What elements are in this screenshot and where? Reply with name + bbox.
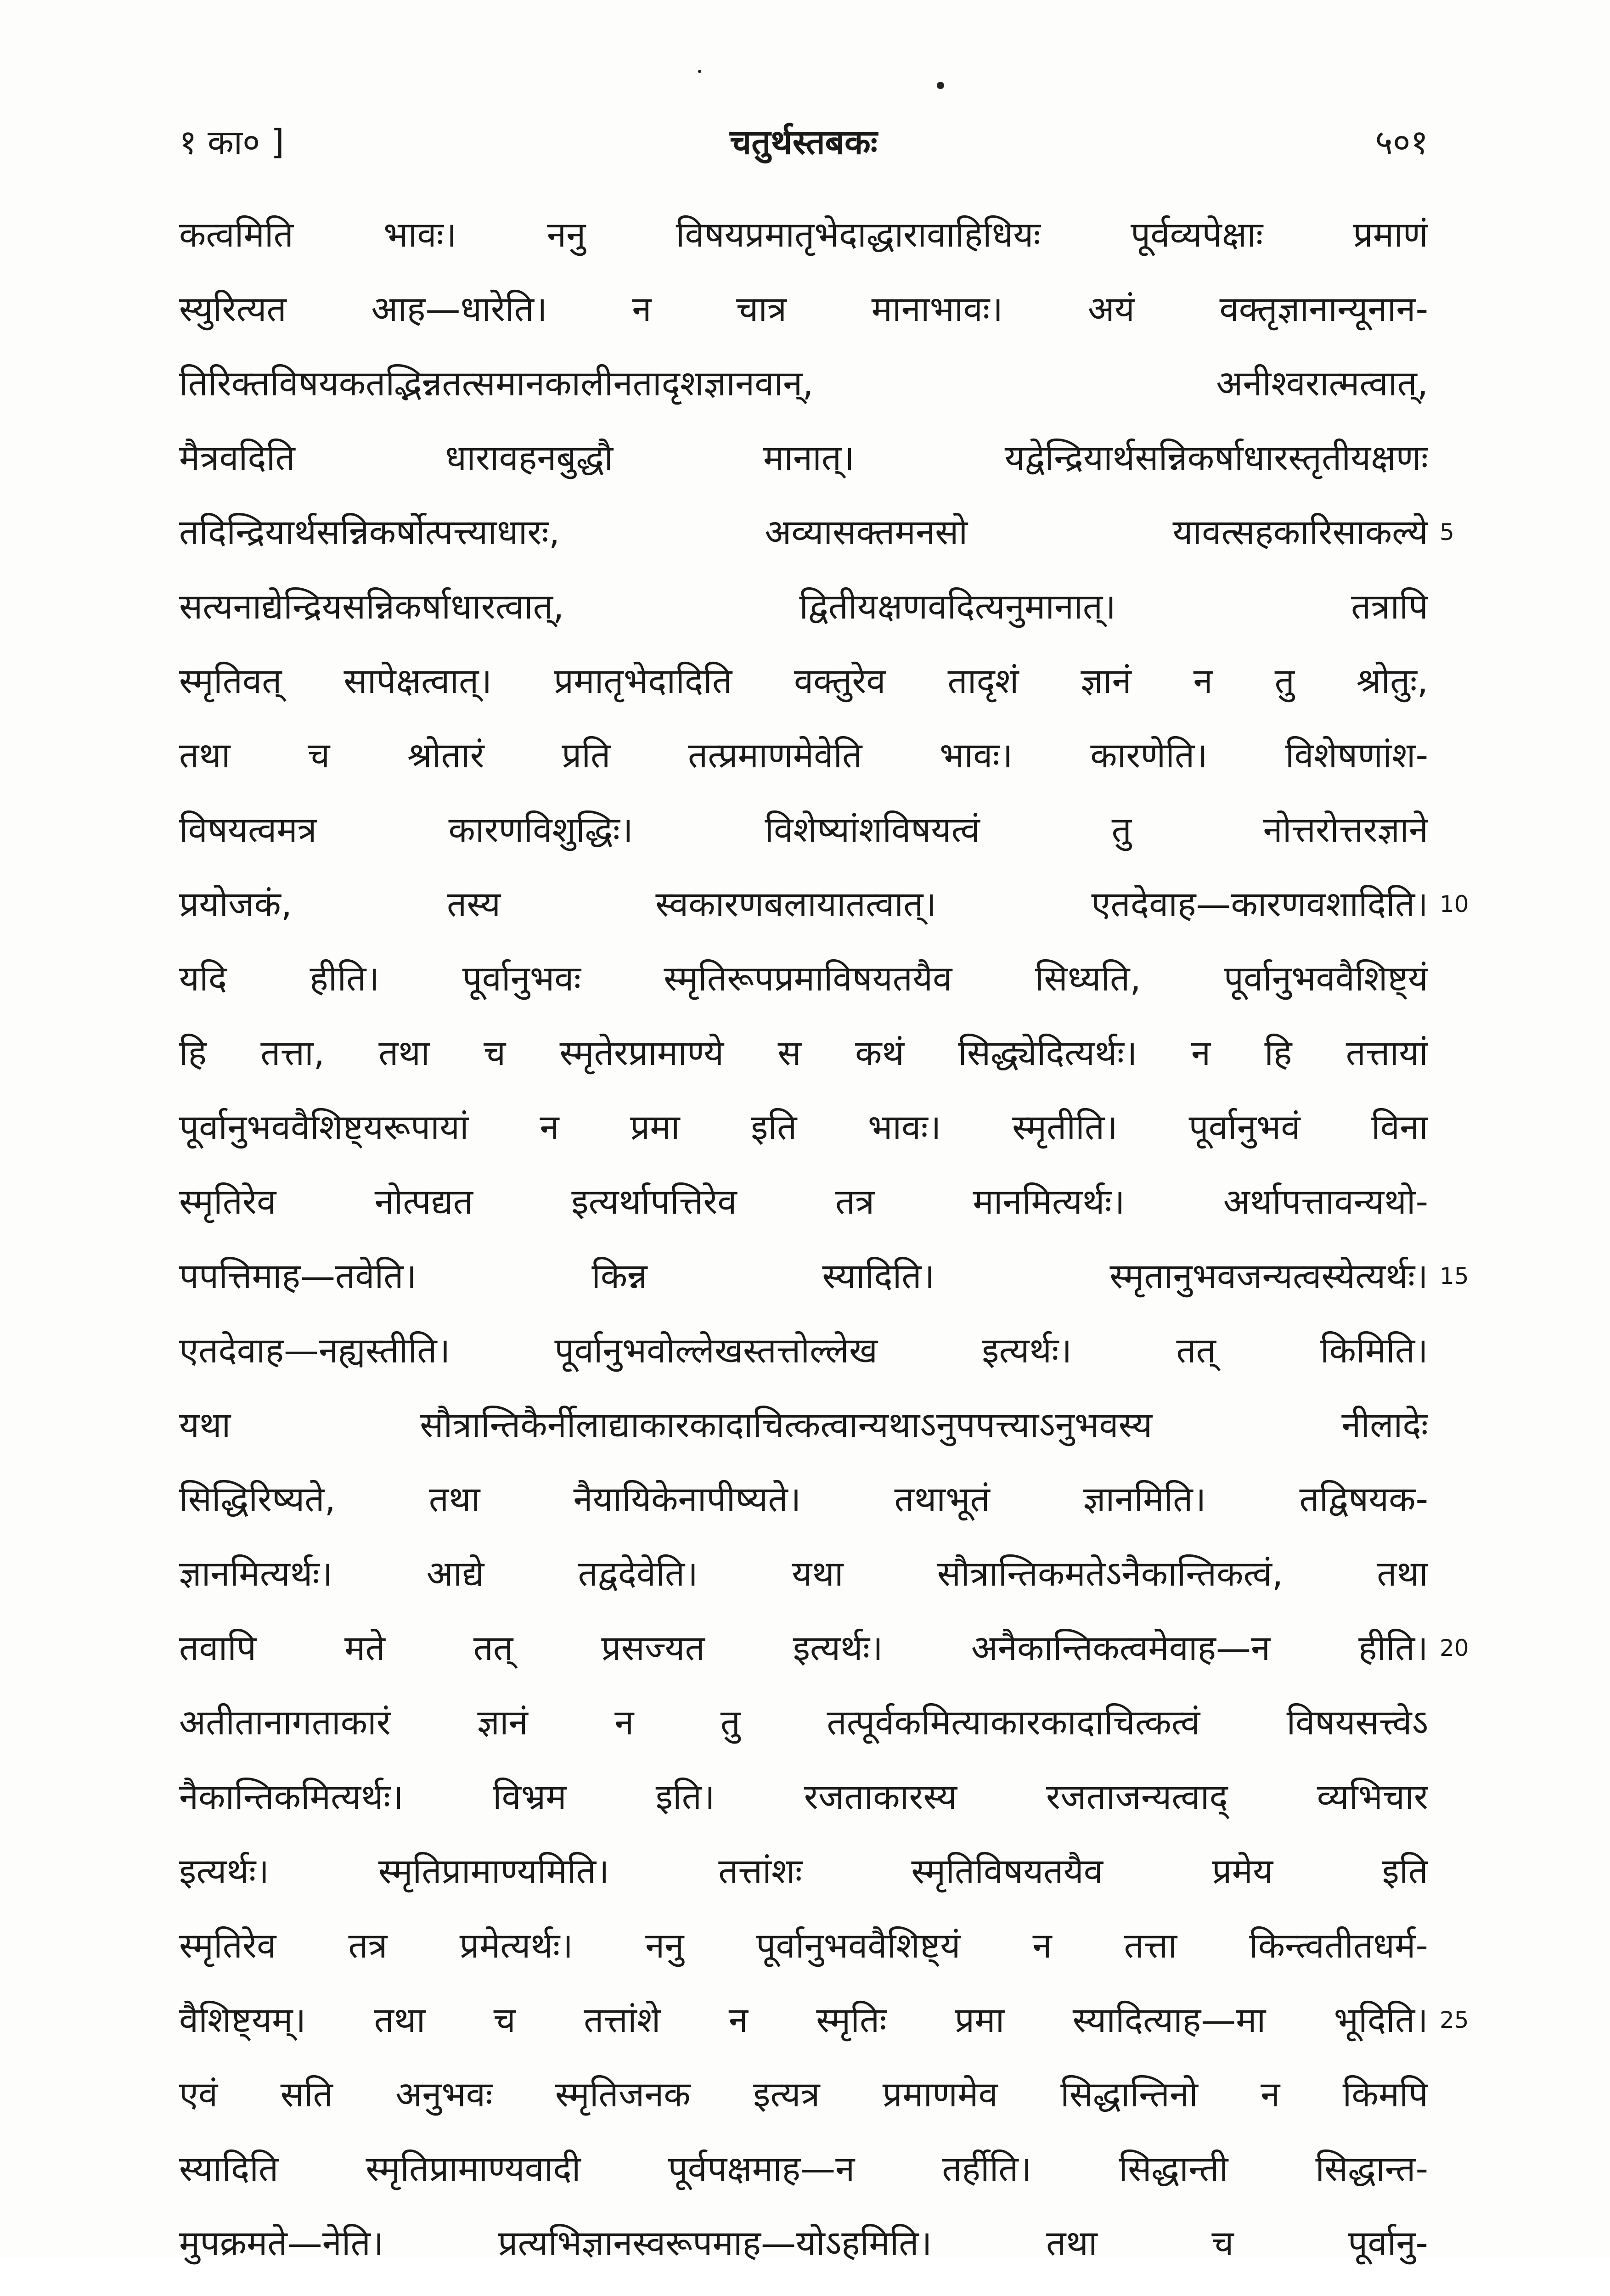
page-header — [179, 115, 1428, 170]
margin-line-number: 10 — [1440, 891, 1469, 917]
header-page-number: ५०१ — [1375, 123, 1428, 162]
text-line: पूर्वानुभववैशिष्ट्यरूपायां न प्रमा इति भावः। स्मृतीति। पूर्वानुभवं विना — [179, 1107, 1428, 1148]
text-line: इत्यर्थः। स्मृतिप्रामाण्यमिति। तत्तांशः स्मृतिविषयतयैव प्रमेय इति — [179, 1851, 1428, 1891]
text-line: सिद्धिरिष्यते, तथा नैयायिकेनापीष्यते। तथाभूतं ज्ञानमिति। तद्विषयक- — [179, 1479, 1428, 1519]
text-line: प्रयोजकं, तस्य स्वकारणबलायातत्वात्। एतदेवाह—कारणवशादिति। — [179, 884, 1428, 924]
text-line: पपत्तिमाह—तवेति। किन्न स्यादिति। स्मृतानुभवजन्यत्वस्येत्यर्थः। — [179, 1255, 1428, 1296]
text-line: एवं सति अनुभवः स्मृतिजनक इत्यत्र प्रमाणमेव सिद्धान्तिनो न किमपि — [179, 2074, 1428, 2115]
text-line: ज्ञानमित्यर्थः। आद्ये तद्वदेवेति। यथा सौत्रान्तिकमतेऽनैकान्तिकत्वं, तथा — [179, 1553, 1428, 1594]
text-line: यदि हीति। पूर्वानुभवः स्मृतिरूपप्रमाविषयतयैव सिध्यति, पूर्वानुभववैशिष्ट्यं — [179, 958, 1428, 999]
text-line: विषयत्वमत्र कारणविशुद्धिः। विशेष्यांशविषयत्वं तु नोत्तरोत्तरज्ञाने — [179, 809, 1428, 850]
text-line: तथा च श्रोतारं प्रति तत्प्रमाणमेवेति भावः। कारणेति। विशेषणांश- — [179, 735, 1428, 776]
margin-line-number: 20 — [1440, 1635, 1469, 1661]
text-line: वैशिष्ट्यम्। तथा च तत्तांशे न स्मृतिः प्रमा स्यादित्याह—मा भूदिति। — [179, 1999, 1428, 2040]
text-line: स्मृतिरेव तत्र प्रमेत्यर्थः। ननु पूर्वानुभववैशिष्ट्यं न तत्ता किन्त्वतीतधर्म- — [179, 1925, 1428, 1966]
text-line: तवापि मते तत् प्रसज्यत इत्यर्थः। अनैकान्तिकत्वमेवाह—न हीति। — [179, 1627, 1428, 1668]
text-line: सत्यनाद्येन्द्रियसन्निकर्षाधारत्वात्, द्वितीयक्षणवदित्यनुमानात्। तत्रापि — [179, 586, 1428, 627]
text-line: नैकान्तिकमित्यर्थः। विभ्रम इति। रजताकारस्य रजताजन्यत्वाद् व्यभिचार — [179, 1776, 1428, 1817]
header-running-title: चतुर्थस्तबकः — [730, 123, 878, 162]
text-line: मैत्रवदिति धारावहनबुद्धौ मानात्। यद्वेन्द्रियार्थसन्निकर्षाधारस्तृतीयक्षणः — [179, 437, 1428, 478]
text-line — [179, 2280, 1428, 2296]
header-section-marker: १ का० ] — [179, 123, 284, 162]
text-line: स्मृतिरेव नोत्पद्यत इत्यर्थापत्तिरेव तत्र मानमित्यर्थः। अर्थापत्तावन्यथो- — [179, 1181, 1428, 1222]
text-line: स्मृतिवत् सापेक्षत्वात्। प्रमातृभेदादिति वक्तुरेव तादृशं ज्ञानं न तु श्रोतुः, — [179, 660, 1428, 701]
margin-line-number: 25 — [1440, 2007, 1469, 2033]
text-line: हि तत्ता, तथा च स्मृतेरप्रामाण्ये स कथं सिद्ध्येदित्यर्थः। न हि तत्तायां — [179, 1032, 1428, 1073]
text-line: मुपक्रमते—नेति। प्रत्यभिज्ञानस्वरूपमाह—योऽहमिति। तथा च पूर्वानु- — [179, 2223, 1428, 2263]
text-line: तदिन्द्रियार्थसन्निकर्षोत्पत्त्याधारः, अव्यासक्तमनसो यावत्सहकारिसाकल्ये — [179, 512, 1428, 552]
margin-line-number: 5 — [1440, 519, 1454, 546]
text-line: एतदेवाह—नह्यस्तीति। पूर्वानुभवोल्लेखस्तत्तोल्लेख इत्यर्थः। तत् किमिति। — [179, 1330, 1428, 1371]
text-line: कत्वमिति भावः। ननु विषयप्रमातृभेदाद्धारावाहिधियः पूर्वव्यपेक्षाः प्रमाणं — [179, 214, 1428, 255]
text-line: अतीतानागताकारं ज्ञानं न तु तत्पूर्वकमित्याकारकादाचित्कत्वं विषयसत्त्वेऽ — [179, 1702, 1428, 1743]
text-line: तिरिक्तविषयकतद्भिन्नतत्समानकालीनतादृशज्ञानवान्, अनीश्वरात्मत्वात्, — [179, 363, 1428, 404]
margin-line-number: 15 — [1440, 1263, 1469, 1289]
text-line: यथा सौत्रान्तिकैर्नीलाद्याकारकादाचित्कत्वान्यथाऽनुपपत्त्याऽनुभवस्य नीलादेः — [179, 1404, 1428, 1445]
printing-speck — [937, 82, 944, 89]
printing-speck — [698, 70, 701, 73]
text-line: स्युरित्यत आह—धारेति। न चात्र मानाभावः। अयं वक्तृज्ञानान्यूनान- — [179, 288, 1428, 329]
text-line: स्यादिति स्मृतिप्रामाण्यवादी पूर्वपक्षमाह—न तर्हीति। सिद्धान्ती सिद्धान्त- — [179, 2148, 1428, 2189]
commentary-text — [179, 197, 1428, 2296]
